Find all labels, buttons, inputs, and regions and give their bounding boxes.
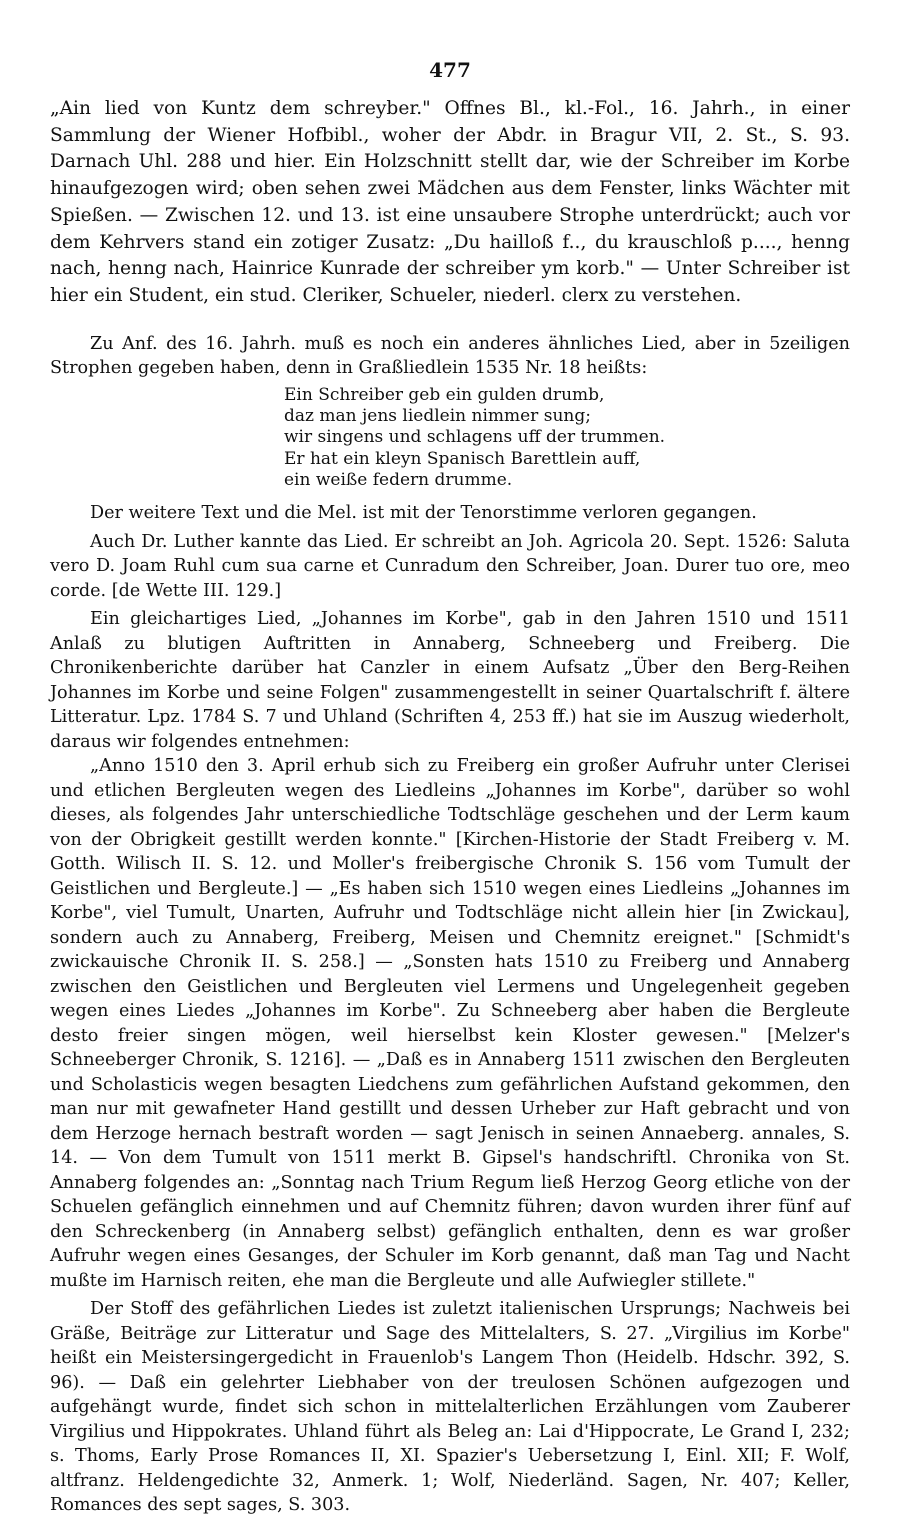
paragraph-chronicles: „Anno 1510 den 3. April erhub sich zu Freiberg ein großer Aufruhr unter Clerisei und etlichen Bergleuten wegen des Liedleins „Johannes im Korbe", darüber so wohl dieses, als folgendes Jahr unterschiedliche Todtschläge geschehen und der Lerm kaum von der Obrigkeit gestillt werden konnte." [Kirchen-Historie der Stadt Freiberg v. M. Gotth. Wilisch II. S. 12. und Moller's freibergische Chronik S. 156 vom Tumult der Geistlichen und Bergleute.] — „Es haben sich 1510 wegen eines Liedleins „Johannes im Korbe", viel Tumult, Unarten, Aufruhr und Todtschläge nicht allein hier [in Zwickau], sondern auch zu Annaberg, Freiberg, Meisen und Chemnitz ereignet." [Schmidt's zwickauische Chronik II. S. 258.] — „Sonsten hats 1510 zu Freiberg und Annaberg zwischen den Geistlichen und Bergleuten viel Lermens und Ungelegenheit gegeben wegen eines Liedes „Johannes im Korbe". Zu Schneeberg aber haben die Bergleute desto freier singen mögen, weil hierselbst kein Kloster gewesen." [Melzer's Schneeberger Chronik, S. 1216]. — „Daß es in Annaberg 1511 zwischen den Bergleuten und Scholasticis wegen besagten Liedchens zum gefährlichen Aufstand gekommen, den man nur mit gewafneter Hand gestillt und dessen Urheber zur Haft gebracht und von dem Herzoge hernach bestraft worden — sagt Jenisch in seinen Annaeberg. annales, S. 14. — Von dem Tumult von 1511 merkt B. Gipsel's handschriftl. Chronika von St. Annaberg folgendes an: „Sonntag nach Trium Regum ließ Herzog Georg etliche von der Schuelen gefänglich einnehmen und auf Chemnitz führen; davon wurden ihrer fünf auf den Schreckenberg (in Annaberg selbst) gefänglich enthalten, denn es war großer Aufruhr wegen eines Gesanges, der Schuler im Korb genannt, daß man Tag und Nacht mußte im Harnisch reiten, ehe man die Bergleute und alle Aufwiegler stillete." [50,756,850,1291]
paragraph-luther: Auch Dr. Luther kannte das Lied. Er schreibt an Joh. Agricola 20. Sept. 1526: Saluta vero D. Joam Ruhl cum sua carne et Cunradum den Schreiber, Joan. Durer tuo ore, meo corde. [de Wette III. 129.] [50,531,850,601]
poem-line: Er hat ein kleyn Spanisch Barettlein auff, [284,448,641,469]
quote-block [50,754,850,1293]
paragraph-intro: Zu Anf. des 16. Jahrh. muß es noch ein anderes ähnliches Lied, aber in 5zeiligen Strophen gegeben haben, denn in Graßliedlein 1535 Nr. 18 heißts: [50,333,850,379]
paragraph-after-poem: Der weitere Text und die Mel. ist mit der Tenorstimme verloren gegangen. [90,503,757,524]
poem-line: Ein Schreiber geb ein gulden drumb, [284,384,605,405]
page-number: 477 [429,58,471,82]
section-kuntz-commentary [50,96,850,310]
poem-line: wir singens und schlagens uff der trummen. [284,427,666,448]
paragraph-johannes: Ein gleichartiges Lied, „Johannes im Korbe", gab in den Jahren 1510 und 1511 Anlaß zu blutigen Auftritten in Annaberg, Schneeberg und Freiberg. Die Chronikenberichte darüber hat Canzler in einem Aufsatz „Über den Berg-Reihen Johannes im Korbe und seine Folgen" zusammengestellt in seiner Quartalschrift f. ältere Litteratur. Lpz. 1784 S. 7 und Uhland (Schriften 4, 253 ff.) hat sie im Auszug wiederholt, daraus wir folgendes entnehmen: [50,609,850,752]
poem-line: daz man jens liedlein nimmer sung; [284,405,591,426]
paragraph-kuntz: „Ain lied von Kuntz dem schreyber." Offnes Bl., kl.-Fol., 16. Jahrh., in einer Sammlung der Wiener Hofbibl., woher der Abdr. in Bragur VII, 2. St., S. 93. Darnach Uhl. 288 und hier. Ein Holzschnitt stellt dar, wie der Schreiber im Korbe hinaufgezogen wird; oben sehen zwei Mädchen aus dem Fenster, links Wächter mit Spießen. — Zwischen 12. und 13. ist eine unsaubere Strophe unterdrückt; auch vor dem Kehrvers stand ein zotiger Zusatz: „Du hailloß f.., du krauschloß p...., henng nach, henng nach, Hainrice Kunrade der schreiber ym korb." — Unter Schreiber ist hier ein Student, ein stud. Cleriker, Schueler, niederl. clerx zu verstehen. [50,98,850,306]
poem-block [284,385,850,491]
paragraph-stoff: Der Stoff des gefährlichen Liedes ist zuletzt italienischen Ursprungs; Nachweis bei Gräße, Beiträge zur Litteratur und Sage des Mittelalters, S. 27. „Virgilius im Korbe" heißt ein Meistersingergedicht in Frauenlob's Langem Thon (Heidelb. Hdschr. 392, S. 96). — Daß ein gelehrter Liebhaber von der treulosen Schönen aufgezogen und aufgehängt wurde, findet sich schon in mittelalterlichen Erzählungen vom Zauberer Virgilius und Hippokrates. Uhland führt als Beleg an: Lai d'Hippocrate, Le Grand I, 232; s. Thoms, Early Prose Romances II, XI. Spazier's Uebersetzung I, Einl. XII; F. Wolf, altfranz. Heldengedichte 32, Anmerk. 1; Wolf, Niederländ. Sagen, Nr. 407; Keller, Romances des sept sages, S. 303. [50,1299,850,1516]
poem-line: ein weiße federn drumme. [284,469,513,490]
section-later-song [50,332,850,1518]
